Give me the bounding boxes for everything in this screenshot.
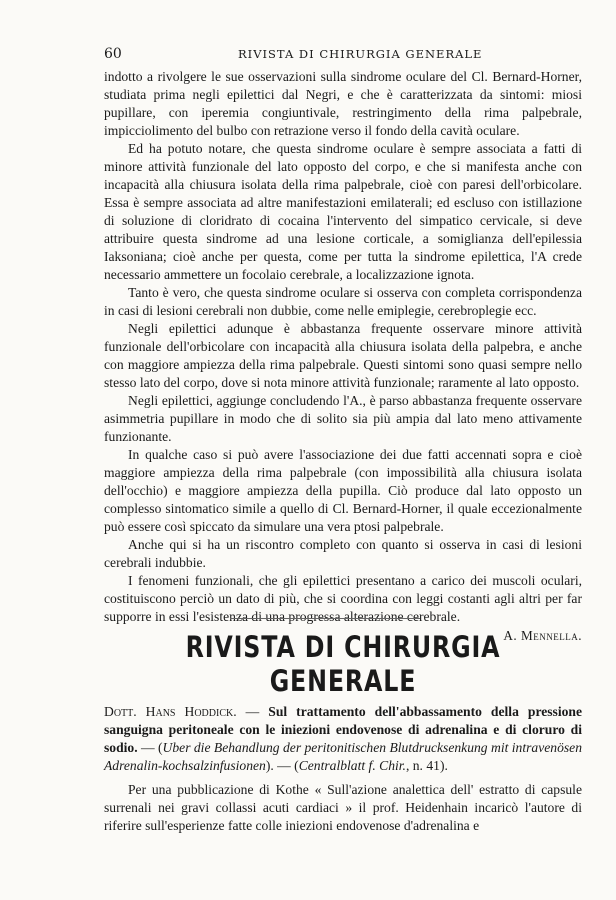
body-paragraph-6: In qualche caso si può avere l'associazione dei due fatti accennati sopra e cioè maggiore ampiezza della rima palpebrale (con impossibilità alla chiusura isolata dell'occhio) e maggiore ampiezza della pupilla. Ciò produce dal lato opposto un complesso sintomatico simile a quello di Cl. Bernard-Horner, il quale eccezionalmente può essere così spiccato da simulare una vera ptosi palpebrale. [104,447,582,534]
abstract-title: Sul trattamento dell'abbassamento della pressione sanguigna peritoneale con le iniezioni endovenose di adrenalina e di cloruro di sodio. [104,704,583,755]
body-paragraph-2: Ed ha potuto notare, che questa sindrome oculare è sempre associata a fatti di minore attività funzionale del lato opposto del corpo, e che si manifesta anche con incapacità alla chiusura isolata della rima palpebrale, cioè con paresi dell'orbicolare. Essa è sempre associata ad altre manifestazioni emilaterali; ed escluso con istillazione di soluzione di cloridrato di cocaina l'intervento del simpatico cervicale, si deve attribuire questa sindrome ad una lesione corticale, a somiglianza dell'epilessia Iaksoniana; cioè anche per questa, come per tutta la sindrome epilettica, l'A crede necessario ammettere un focolaio cerebrale, a localizzazione ignota. [104,141,582,282]
abstract-heading [104,703,582,775]
article-body [104,68,582,645]
abstract-paragraph-1: Per una pubblicazione di Kothe « Sull'azione analettica dell' estratto di capsule surrenali nei gravi collassi acuti cardiaci » il prof. Heidenhain incaricò l'autore di riferire sull'esperienze fatte colle iniezioni endovenose d'adrenalina e [104,782,582,833]
abstract-entry [104,703,582,835]
citation-mid: ). — ( [265,758,299,773]
abstract-author: Dott. Hans Hoddick. [104,704,237,719]
body-paragraph-1: indotto a rivolgere le sue osservazioni sulla sindrome oculare del Cl. Bernard-Horner, studiata prima negli epilettici dal Negri, e che è caratterizzata da sintomi: miosi pupillare, con iperemia congiuntivale, restringimento della rima palpebrale, impicciolimento del bulbo con retrazione verso il fondo della cavità oculare. [104,69,582,138]
citation-end: , n. 41). [405,758,448,773]
body-paragraph-8: I fenomeni funzionali, che gli epilettici presentano a carico dei muscoli oculari, costituiscono perciò un dato di più, che si coordina con leggi costanti agli altri per far supporre in essi l'esistenza di una progressa alterazione cerebrale. [104,573,582,624]
section-title: RIVISTA DI CHIRURGIA GENERALE [185,630,501,698]
body-paragraph-4: Negli epilettici adunque è abbastanza frequente osservare minore attività funzionale dell'orbicolare con incapacità alla chiusura isolata della palpebra, e anche con maggiore ampiezza della rima palpebrale. Questi sintomi sono quasi sempre nello stesso lato del corpo, dove si nota minore attività funzionale; raramente al lato opposto. [104,321,582,390]
section-divider [230,618,420,619]
running-title: RIVISTA DI CHIRURGIA GENERALE [238,47,483,61]
journal-name: Centralblatt f. Chir. [298,758,406,773]
abstract-dash: — [236,704,269,719]
body-paragraph-3: Tanto è vero, che questa sindrome oculare si osserva con completa corrispondenza in casi di lesioni cerebrali non dubbie, come nelle emiplegie, cerebroplegie ecc. [104,285,582,318]
body-paragraph-5: Negli epilettici, aggiunge concludendo l'A., è parso abbastanza frequente osservare asimmetria pupillare in modo che di solito sia più ampia dal lato meno attivamente funzionante. [104,393,582,444]
original-title: Uber die Behandlung der peritonitischen Blutdrucksenkung mit intravenösen Adrenalin-kochsalzinfusionen [104,740,582,773]
body-paragraph-7: Anche qui si ha un riscontro completo con quanto si osserva in casi di lesioni cerebrali indubbie. [104,537,582,570]
citation-open: — ( [137,740,163,755]
page-number: 60 [104,46,122,62]
author-signature: A. Mennella. [503,628,582,643]
